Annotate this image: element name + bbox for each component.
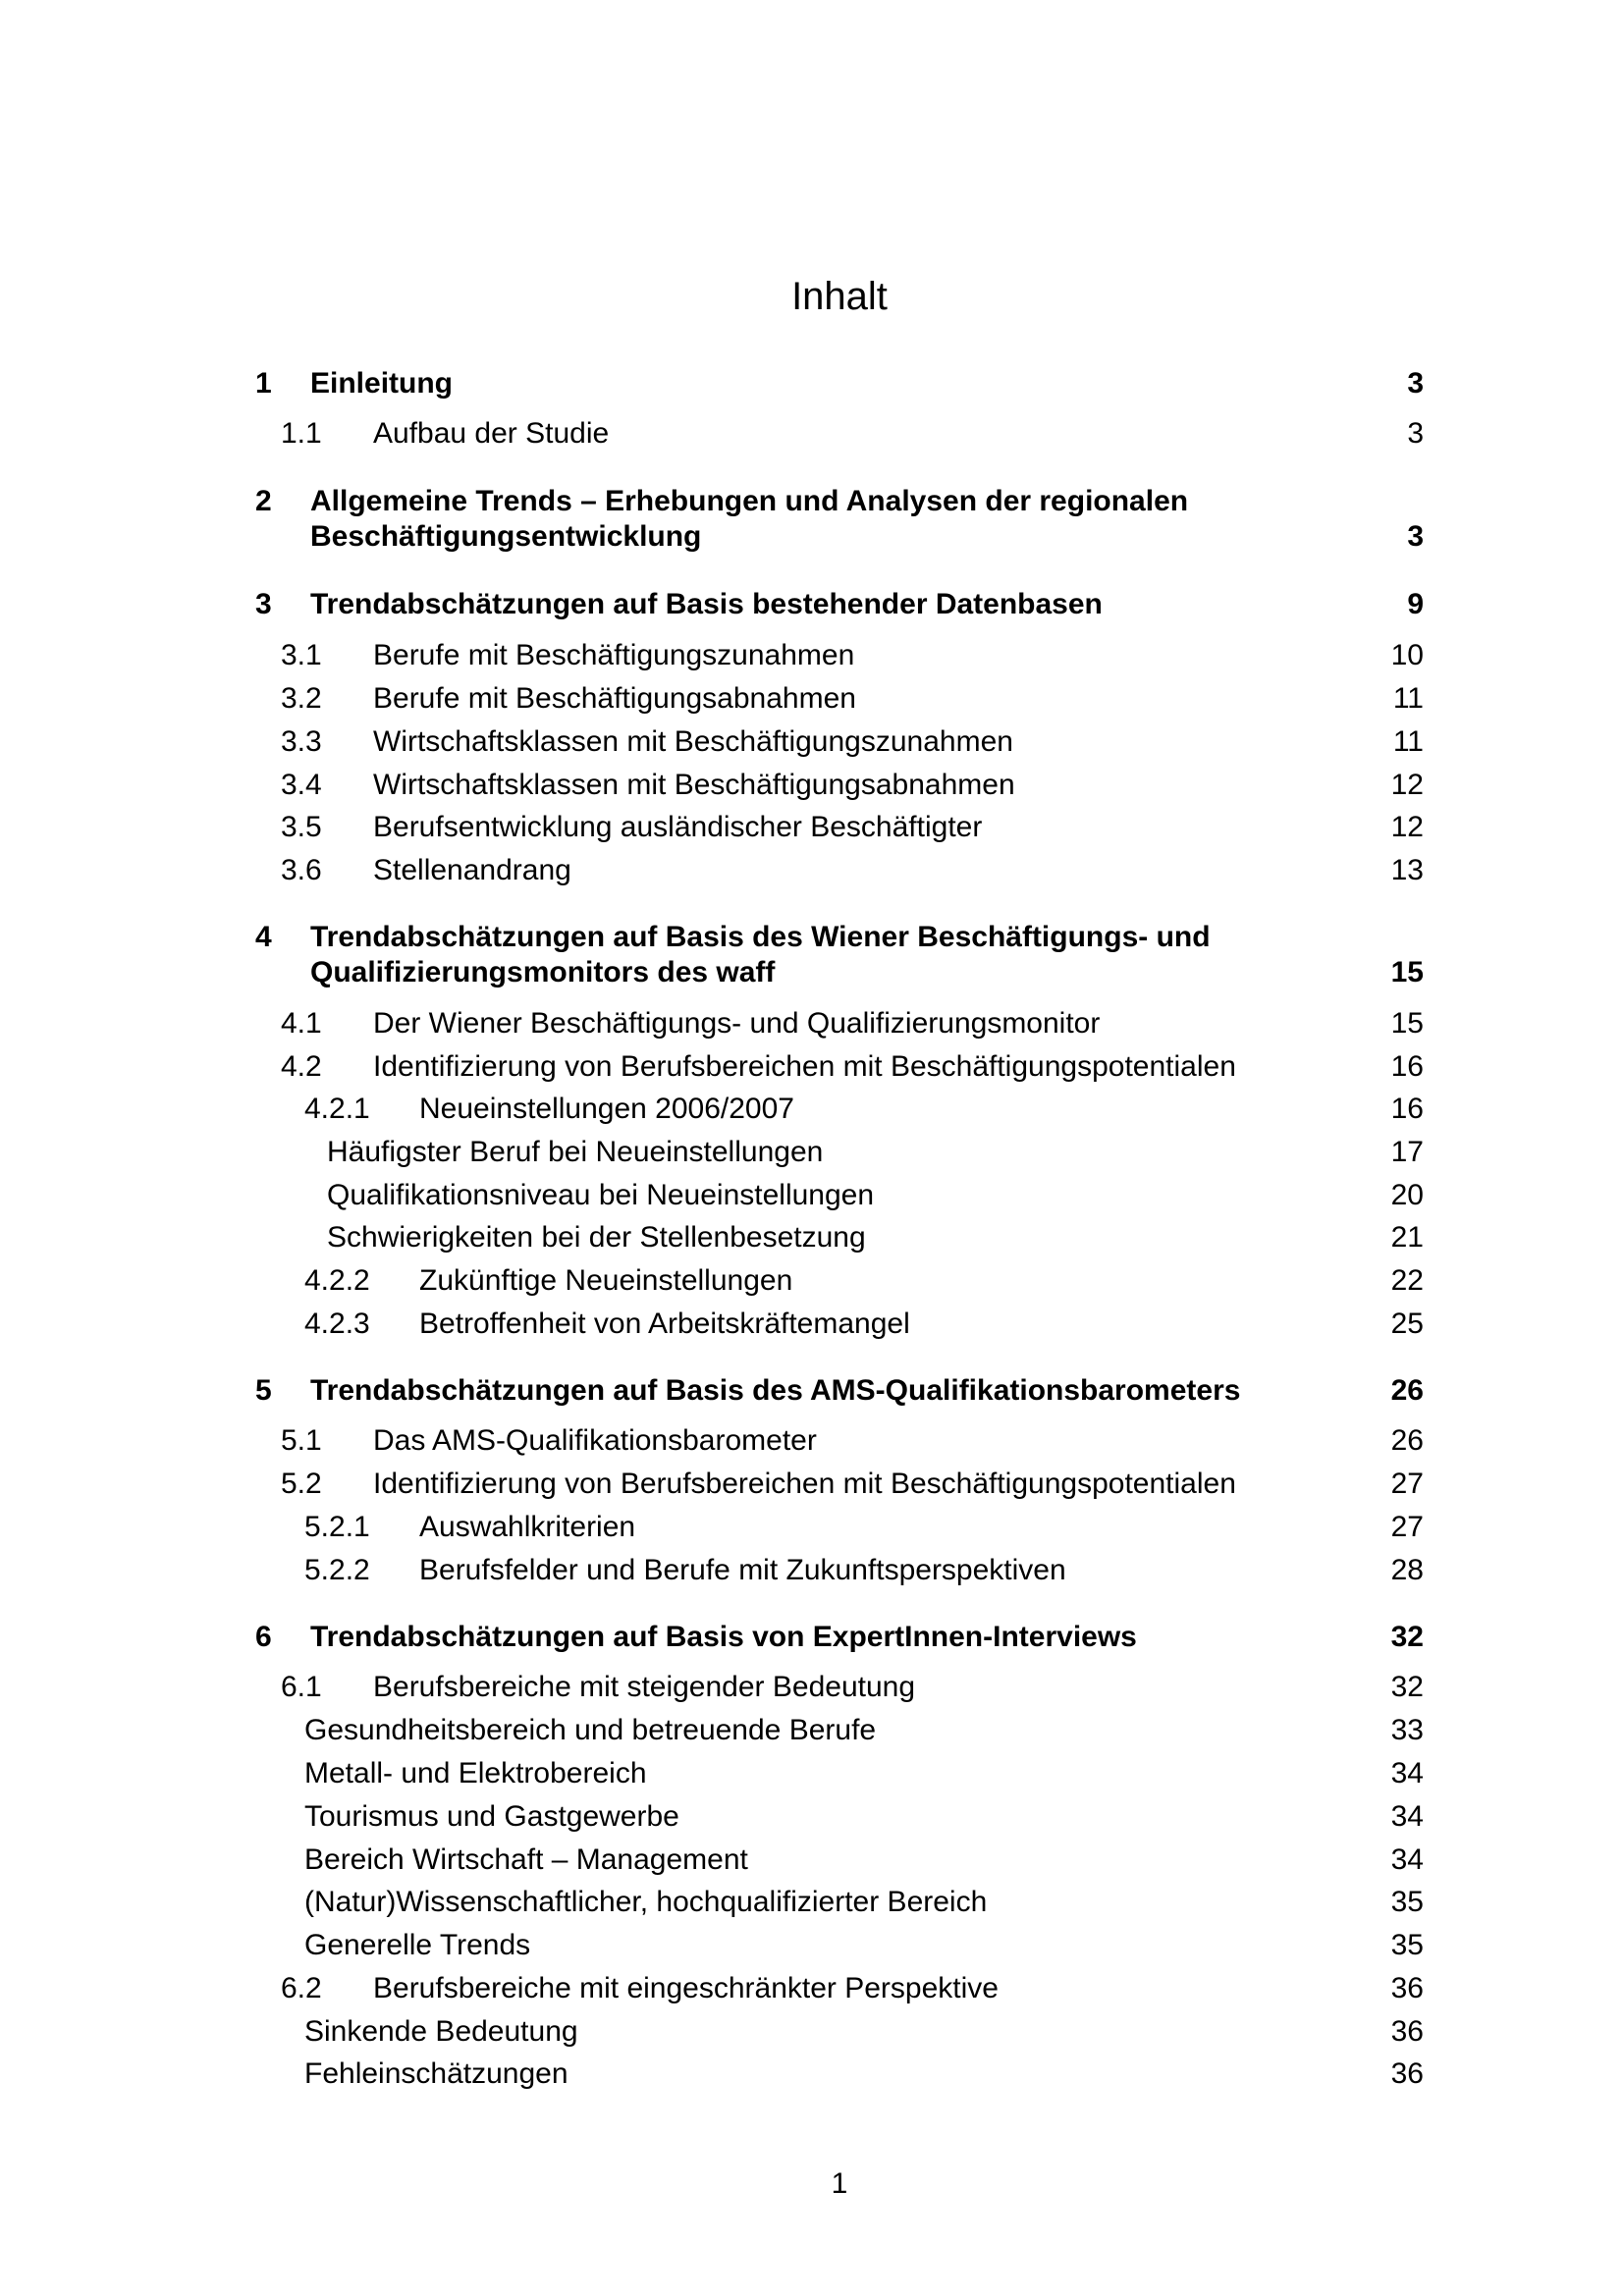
toc-number: 5 [255,1374,272,1407]
toc-page: 35 [1390,1886,1424,1918]
toc-title: Häufigster Beruf bei Neueinstellungen [327,1136,824,1168]
toc-page: 33 [1390,1714,1424,1746]
toc-page: 16 [1390,1093,1424,1125]
toc-title: Berufsbereiche mit steigender Bedeutung [373,1671,916,1703]
toc-title: Wirtschaftsklassen mit Beschäftigungszunahmen [373,725,1013,758]
toc-page: 21 [1390,1221,1424,1254]
toc-title: Trendabschätzungen auf Basis des AMS-Qualifikationsbarometers [310,1374,1241,1407]
toc-page: 3 [1407,367,1424,400]
toc-page: 28 [1390,1554,1424,1586]
toc-number: 3.2 [281,682,322,715]
toc-page: 3 [1407,520,1424,553]
toc-number: 4.2.3 [304,1308,370,1340]
toc-number: 3.1 [281,639,322,671]
toc-number: 1.1 [281,417,322,450]
toc-title: Metall- und Elektrobereich [304,1757,647,1789]
toc-page: 32 [1390,1671,1424,1703]
toc-page: 10 [1390,639,1424,671]
toc-title: Berufsentwicklung ausländischer Beschäftigter [373,811,983,843]
toc-number: 4 [255,921,272,953]
toc-number: 5.2.2 [304,1554,370,1586]
toc-title: Das AMS-Qualifikationsbarometer [373,1424,817,1457]
toc-number: 1 [255,367,272,400]
toc-title: Berufsbereiche mit eingeschränkter Perspektive [373,1972,999,2004]
toc-title: Bereich Wirtschaft – Management [304,1843,748,1876]
toc-title: Trendabschätzungen auf Basis des Wiener Beschäftigungs- und Qualifizierungsmonitors des waff [310,921,1211,988]
toc-number: 6.1 [281,1671,322,1703]
toc-title: Identifizierung von Berufsbereichen mit Beschäftigungspotentialen [373,1050,1236,1083]
toc-page: 26 [1390,1374,1424,1407]
toc-title: Wirtschaftsklassen mit Beschäftigungsabnahmen [373,769,1015,801]
toc-chapter-4[interactable] [255,920,1424,990]
page-title: Inhalt [791,275,888,318]
toc-page: 12 [1390,769,1424,801]
toc-title: Einleitung [310,367,453,400]
page-number: 1 [831,2167,848,2200]
toc-number: 4.1 [281,1007,322,1040]
toc-page: 11 [1392,682,1424,715]
toc-title: Aufbau der Studie [373,417,610,450]
toc-page: 13 [1390,854,1424,886]
toc-number: 5.2.1 [304,1511,370,1543]
toc-number: 5.2 [281,1468,322,1500]
toc-title: Fehleinschätzungen [304,2057,568,2090]
toc-page: 26 [1390,1424,1424,1457]
toc-number: 4.2.2 [304,1264,370,1297]
toc-number: 6 [255,1621,272,1653]
toc-page: 34 [1390,1843,1424,1876]
toc-title: Sinkende Bedeutung [304,2015,578,2048]
toc-page: 36 [1390,2015,1424,2048]
toc-page: 15 [1390,1007,1424,1040]
toc-title: Der Wiener Beschäftigungs- und Qualifizierungsmonitor [373,1007,1101,1040]
toc-title: Zukünftige Neueinstellungen [419,1264,793,1297]
toc-page: 20 [1390,1179,1424,1211]
toc-page: 17 [1390,1136,1424,1168]
toc-title: Allgemeine Trends – Erhebungen und Analysen der regionalen Beschäftigungsentwicklung [310,485,1189,553]
toc-page: 34 [1390,1800,1424,1833]
toc-page: 25 [1390,1308,1424,1340]
toc-page: 3 [1407,417,1424,450]
toc-title: Berufe mit Beschäftigungszunahmen [373,639,855,671]
toc-page: 36 [1390,1972,1424,2004]
toc-title: Auswahlkriterien [419,1511,636,1543]
toc-title: Generelle Trends [304,1929,531,1961]
toc-number: 3.6 [281,854,322,886]
toc-page: 35 [1390,1929,1424,1961]
toc-number: 3.5 [281,811,322,843]
toc-title: Stellenandrang [373,854,571,886]
toc-number: 2 [255,485,272,517]
toc-number: 6.2 [281,1972,322,2004]
toc-title: Trendabschätzungen auf Basis bestehender Datenbasen [310,588,1103,620]
toc-title: Betroffenheit von Arbeitskräftemangel [419,1308,910,1340]
toc-title: Qualifikationsniveau bei Neueinstellungen [327,1179,875,1211]
toc-page: 36 [1390,2057,1424,2090]
toc-number: 4.2.1 [304,1093,370,1125]
toc-title: (Natur)Wissenschaftlicher, hochqualifizierter Bereich [304,1886,988,1918]
toc-number: 3 [255,588,272,620]
toc-page: 32 [1390,1621,1424,1653]
toc-title: Berufsfelder und Berufe mit Zukunftsperspektiven [419,1554,1066,1586]
toc-title: Berufe mit Beschäftigungsabnahmen [373,682,856,715]
toc-title: Neueinstellungen 2006/2007 [419,1093,794,1125]
toc-page: 34 [1390,1757,1424,1789]
toc-number: 3.4 [281,769,322,801]
toc-title: Identifizierung von Berufsbereichen mit Beschäftigungspotentialen [373,1468,1236,1500]
toc-number: 5.1 [281,1424,322,1457]
toc-page: 27 [1390,1468,1424,1500]
toc-title: Gesundheitsbereich und betreuende Berufe [304,1714,877,1746]
toc-title: Tourismus und Gastgewerbe [304,1800,679,1833]
toc-page: 11 [1392,725,1424,758]
toc-title: Schwierigkeiten bei der Stellenbesetzung [327,1221,866,1254]
toc-title: Trendabschätzungen auf Basis von ExpertInnen-Interviews [310,1621,1137,1653]
toc-page: 22 [1390,1264,1424,1297]
toc-page: 12 [1390,811,1424,843]
toc-page: 16 [1390,1050,1424,1083]
toc-number: 3.3 [281,725,322,758]
toc-number: 4.2 [281,1050,322,1083]
toc-chapter-2[interactable] [255,484,1424,555]
toc-page: 9 [1407,588,1424,620]
toc-page: 15 [1390,956,1424,988]
toc-page: 27 [1390,1511,1424,1543]
